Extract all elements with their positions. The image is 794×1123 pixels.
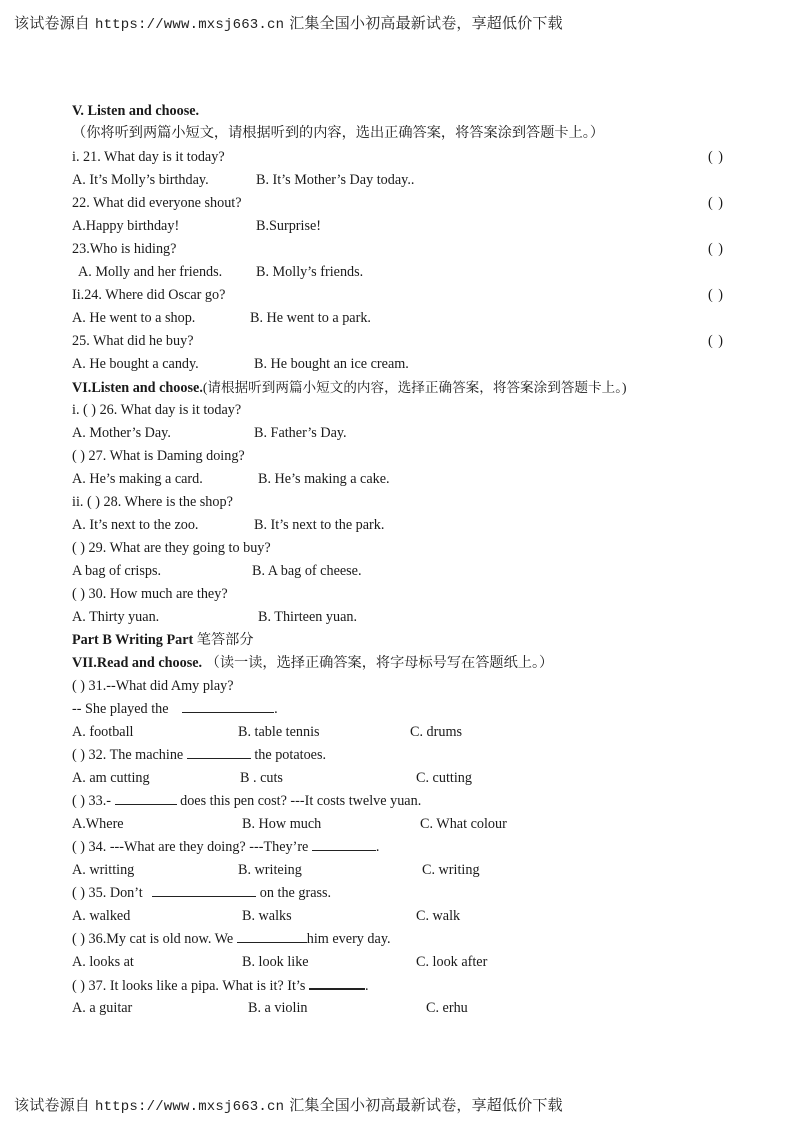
question-24 bbox=[72, 284, 728, 307]
question-text-end: the potatoes. bbox=[254, 747, 327, 763]
section-5-instruction: （你将听到两篇小短文，请根据听到的内容，选出正确答案，将答案涂到答题卡上。） bbox=[72, 125, 605, 141]
option-a: A bag of crisps. bbox=[72, 563, 162, 579]
option-b: B. a violin bbox=[248, 1000, 308, 1016]
option-b: B. He bought an ice cream. bbox=[254, 356, 409, 372]
answer-blank[interactable] bbox=[237, 928, 307, 943]
banner-url[interactable]: https://www.mxsj663.cn bbox=[94, 1099, 285, 1115]
part-b-title: Part B Writing Part bbox=[72, 632, 194, 648]
question-text: 31.--What did Amy play? bbox=[88, 678, 234, 694]
option-a: A. It’s next to the zoo. bbox=[72, 517, 199, 533]
question-25 bbox=[72, 330, 728, 353]
header-banner bbox=[14, 12, 563, 33]
answer-parens[interactable]: ( ) bbox=[708, 241, 724, 257]
question-27 bbox=[72, 445, 728, 468]
options-31 bbox=[72, 721, 728, 744]
options-27 bbox=[72, 468, 728, 491]
options-32 bbox=[72, 767, 728, 790]
option-a: A. football bbox=[72, 724, 134, 740]
question-28 bbox=[72, 491, 728, 514]
section-6-heading bbox=[72, 376, 728, 399]
answer-blank[interactable] bbox=[187, 744, 251, 759]
question-text-end: does this pen cost? ---It costs twelve yuan. bbox=[180, 793, 422, 809]
answer-blank[interactable] bbox=[309, 974, 365, 990]
option-b: B. It’s next to the park. bbox=[254, 517, 385, 533]
options-30 bbox=[72, 606, 728, 629]
options-21 bbox=[72, 169, 728, 192]
answer-parens[interactable]: ( ) bbox=[72, 747, 85, 763]
question-37 bbox=[72, 974, 728, 997]
question-text: 23.Who is hiding? bbox=[72, 241, 177, 257]
option-c: C. look after bbox=[416, 954, 488, 970]
question-text: 22. What did everyone shout? bbox=[72, 195, 242, 211]
option-c: C. writing bbox=[422, 862, 480, 878]
question-text: 32. The machine bbox=[88, 747, 184, 763]
option-a: A. a guitar bbox=[72, 1000, 133, 1016]
option-a: A. Mother’s Day. bbox=[72, 425, 171, 441]
answer-parens[interactable]: ( ) bbox=[72, 978, 85, 994]
question-22 bbox=[72, 192, 728, 215]
question-21 bbox=[72, 146, 728, 169]
question-text: 33.- bbox=[88, 793, 112, 809]
answer-blank[interactable] bbox=[115, 790, 177, 805]
banner-url[interactable]: https://www.mxsj663.cn bbox=[94, 17, 285, 33]
section-7-instruction: （读一读，选择正确答案，将字母标号写在答题纸上。） bbox=[205, 655, 554, 671]
options-26 bbox=[72, 422, 728, 445]
question-text: i. 21. What day is it today? bbox=[72, 149, 225, 165]
question-29 bbox=[72, 537, 728, 560]
options-37 bbox=[72, 997, 728, 1020]
option-a: A. He bought a candy. bbox=[72, 356, 199, 372]
question-text: 25. What did he buy? bbox=[72, 333, 194, 349]
answer-parens[interactable]: ( ) bbox=[72, 793, 85, 809]
footer-banner bbox=[14, 1094, 563, 1115]
question-text-end: . bbox=[375, 839, 380, 855]
option-c: C. cutting bbox=[416, 770, 472, 786]
part-b-heading bbox=[72, 629, 728, 652]
options-35 bbox=[72, 905, 728, 928]
option-b: B. Molly’s friends. bbox=[256, 264, 364, 280]
option-b: B.Surprise! bbox=[256, 218, 322, 234]
answer-parens[interactable]: ( ) bbox=[708, 333, 724, 349]
banner-suffix: 汇集全国小初高最新试卷，享超低价下载 bbox=[289, 1096, 563, 1114]
section-5-heading bbox=[72, 100, 728, 146]
answer-parens[interactable]: ( ) bbox=[72, 931, 85, 947]
option-c: C. walk bbox=[416, 908, 461, 924]
option-a: A. Molly and her friends. bbox=[78, 264, 223, 280]
option-b: B. writeing bbox=[238, 862, 302, 878]
option-a: A.Where bbox=[72, 816, 124, 832]
option-a: A. looks at bbox=[72, 954, 134, 970]
question-text: 36.My cat is old now. We bbox=[88, 931, 234, 947]
option-a: A. am cutting bbox=[72, 770, 150, 786]
option-b: B. He went to a park. bbox=[250, 310, 371, 326]
section-7-heading bbox=[72, 652, 728, 675]
part-b-cn: 笔答部分 bbox=[196, 632, 254, 648]
question-text: ( ) 29. What are they going to buy? bbox=[72, 540, 271, 556]
options-22 bbox=[72, 215, 728, 238]
answer-parens[interactable]: ( ) bbox=[708, 287, 724, 303]
question-text-end: on the grass. bbox=[259, 885, 332, 901]
options-28 bbox=[72, 514, 728, 537]
section-7-title: VII.Read and choose. bbox=[72, 655, 203, 671]
exam-content bbox=[72, 100, 728, 1020]
options-23 bbox=[72, 261, 728, 284]
answer-parens[interactable]: ( ) bbox=[708, 149, 724, 165]
options-36 bbox=[72, 951, 728, 974]
question-text-end: him every day. bbox=[306, 931, 391, 947]
answer-blank[interactable] bbox=[152, 882, 256, 897]
options-29 bbox=[72, 560, 728, 583]
option-b: B. Father’s Day. bbox=[254, 425, 347, 441]
question-text: ii. ( ) 28. Where is the shop? bbox=[72, 494, 233, 510]
option-a: A. It’s Molly’s birthday. bbox=[72, 172, 209, 188]
option-a: A.Happy birthday! bbox=[72, 218, 180, 234]
section-6-title: VI.Listen and choose. bbox=[72, 380, 203, 396]
option-c: C. erhu bbox=[426, 1000, 468, 1016]
question-text: ( ) 27. What is Daming doing? bbox=[72, 448, 245, 464]
option-c: C. What colour bbox=[420, 816, 507, 832]
answer-parens[interactable]: ( ) bbox=[72, 839, 85, 855]
option-b: B. walks bbox=[242, 908, 292, 924]
question-text-end: . bbox=[364, 978, 369, 994]
section-6-instruction: (请根据听到两篇小短文的内容，选择正确答案，将答案涂到答题卡上。) bbox=[202, 380, 627, 395]
option-b: B. Thirteen yuan. bbox=[258, 609, 358, 625]
answer-parens[interactable]: ( ) bbox=[72, 885, 85, 901]
options-24 bbox=[72, 307, 728, 330]
banner-prefix: 该试卷源自 bbox=[14, 1096, 91, 1114]
option-b: B . cuts bbox=[240, 770, 283, 786]
answer-parens[interactable]: ( ) bbox=[72, 678, 85, 694]
banner-prefix: 该试卷源自 bbox=[14, 14, 91, 32]
question-text: 37. It looks like a pipa. What is it? It’s bbox=[88, 978, 306, 994]
question-33 bbox=[72, 790, 728, 813]
question-32 bbox=[72, 744, 728, 767]
question-31-reply bbox=[72, 698, 728, 721]
option-b: B. It’s Mother’s Day today.. bbox=[256, 172, 415, 188]
option-b: B. He’s making a cake. bbox=[258, 471, 390, 487]
option-b: B. look like bbox=[242, 954, 309, 970]
question-31 bbox=[72, 675, 728, 698]
question-35 bbox=[72, 882, 728, 905]
option-b: B. How much bbox=[242, 816, 322, 832]
option-a: A. writting bbox=[72, 862, 135, 878]
question-text: 34. ---What are they doing? ---They’re bbox=[88, 839, 309, 855]
question-26 bbox=[72, 399, 728, 422]
option-b: B. table tennis bbox=[238, 724, 320, 740]
question-34 bbox=[72, 836, 728, 859]
reply-end: . bbox=[274, 701, 278, 717]
section-5-title: V. Listen and choose. bbox=[72, 103, 200, 119]
question-text: 35. Don’t bbox=[88, 885, 143, 901]
banner-suffix: 汇集全国小初高最新试卷，享超低价下载 bbox=[289, 14, 563, 32]
option-c: C. drums bbox=[410, 724, 463, 740]
option-a: A. Thirty yuan. bbox=[72, 609, 160, 625]
question-text: i. ( ) 26. What day is it today? bbox=[72, 402, 242, 418]
reply-text: -- She played the bbox=[72, 701, 169, 717]
options-33 bbox=[72, 813, 728, 836]
question-30 bbox=[72, 583, 728, 606]
answer-parens[interactable]: ( ) bbox=[708, 195, 724, 211]
answer-blank[interactable] bbox=[182, 698, 274, 713]
options-25 bbox=[72, 353, 728, 376]
answer-blank[interactable] bbox=[312, 836, 376, 851]
question-text: Ii.24. Where did Oscar go? bbox=[72, 287, 226, 303]
option-a: A. walked bbox=[72, 908, 131, 924]
question-text: ( ) 30. How much are they? bbox=[72, 586, 228, 602]
question-23 bbox=[72, 238, 728, 261]
option-a: A. He’s making a card. bbox=[72, 471, 203, 487]
option-a: A. He went to a shop. bbox=[72, 310, 196, 326]
options-34 bbox=[72, 859, 728, 882]
option-b: B. A bag of cheese. bbox=[252, 563, 362, 579]
question-36 bbox=[72, 928, 728, 951]
